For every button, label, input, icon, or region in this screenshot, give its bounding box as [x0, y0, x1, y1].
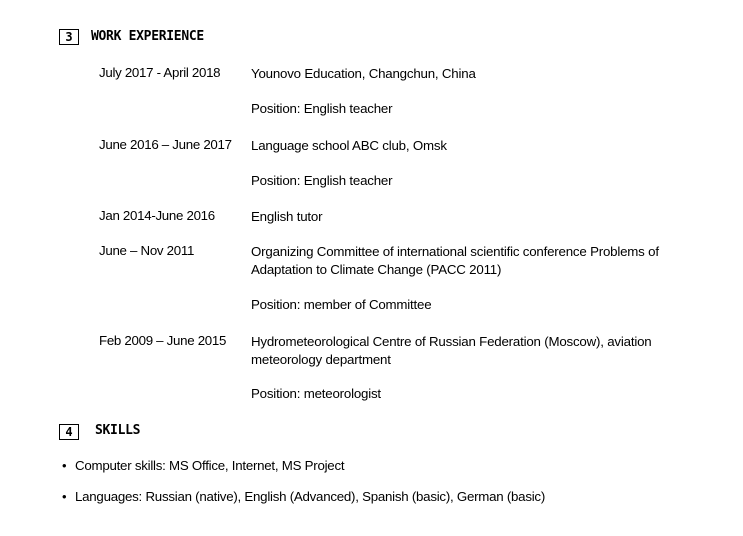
bullet-icon: • [62, 489, 67, 504]
skill-item [62, 458, 344, 473]
skill-text: Languages: Russian (native), English (Advanced), Spanish (basic), German (basic) [75, 489, 546, 504]
bullet-icon: • [62, 458, 67, 473]
section-title-work: WORK EXPERIENCE [91, 29, 204, 44]
job-dates: June 2016 – June 2017 [99, 137, 232, 152]
job-description: Organizing Committee of international scientific conference Problems of Adaptation to Climate Change (PACC 2011) [251, 244, 659, 277]
skill-text: Computer skills: MS Office, Internet, MS Project [75, 458, 345, 473]
job-entry [0, 65, 743, 119]
job-entry [0, 208, 743, 226]
job-description: Hydrometeorological Centre of Russian Federation (Moscow), aviation meteorology department [251, 334, 652, 367]
skill-item [62, 489, 545, 504]
job-dates: Feb 2009 – June 2015 [99, 333, 227, 348]
job-description: English tutor [251, 209, 323, 224]
job-description: Younovo Education, Changchun, China [251, 66, 476, 81]
job-position: Position: member of Committee [251, 297, 432, 312]
job-dates: June – Nov 2011 [99, 243, 195, 258]
job-position: Position: meteorologist [251, 386, 381, 401]
job-dates: July 2017 - April 2018 [99, 65, 221, 80]
job-dates: Jan 2014-June 2016 [99, 208, 215, 223]
job-description: Language school ABC club, Omsk [251, 138, 447, 153]
section-number-skills: 4 [59, 424, 79, 440]
job-position: Position: English teacher [251, 173, 393, 188]
section-number-work: 3 [59, 29, 79, 45]
job-position: Position: English teacher [251, 101, 393, 116]
job-entry [0, 243, 743, 315]
job-entry [0, 137, 743, 191]
job-entry [0, 333, 743, 405]
section-title-skills: SKILLS [95, 423, 141, 438]
